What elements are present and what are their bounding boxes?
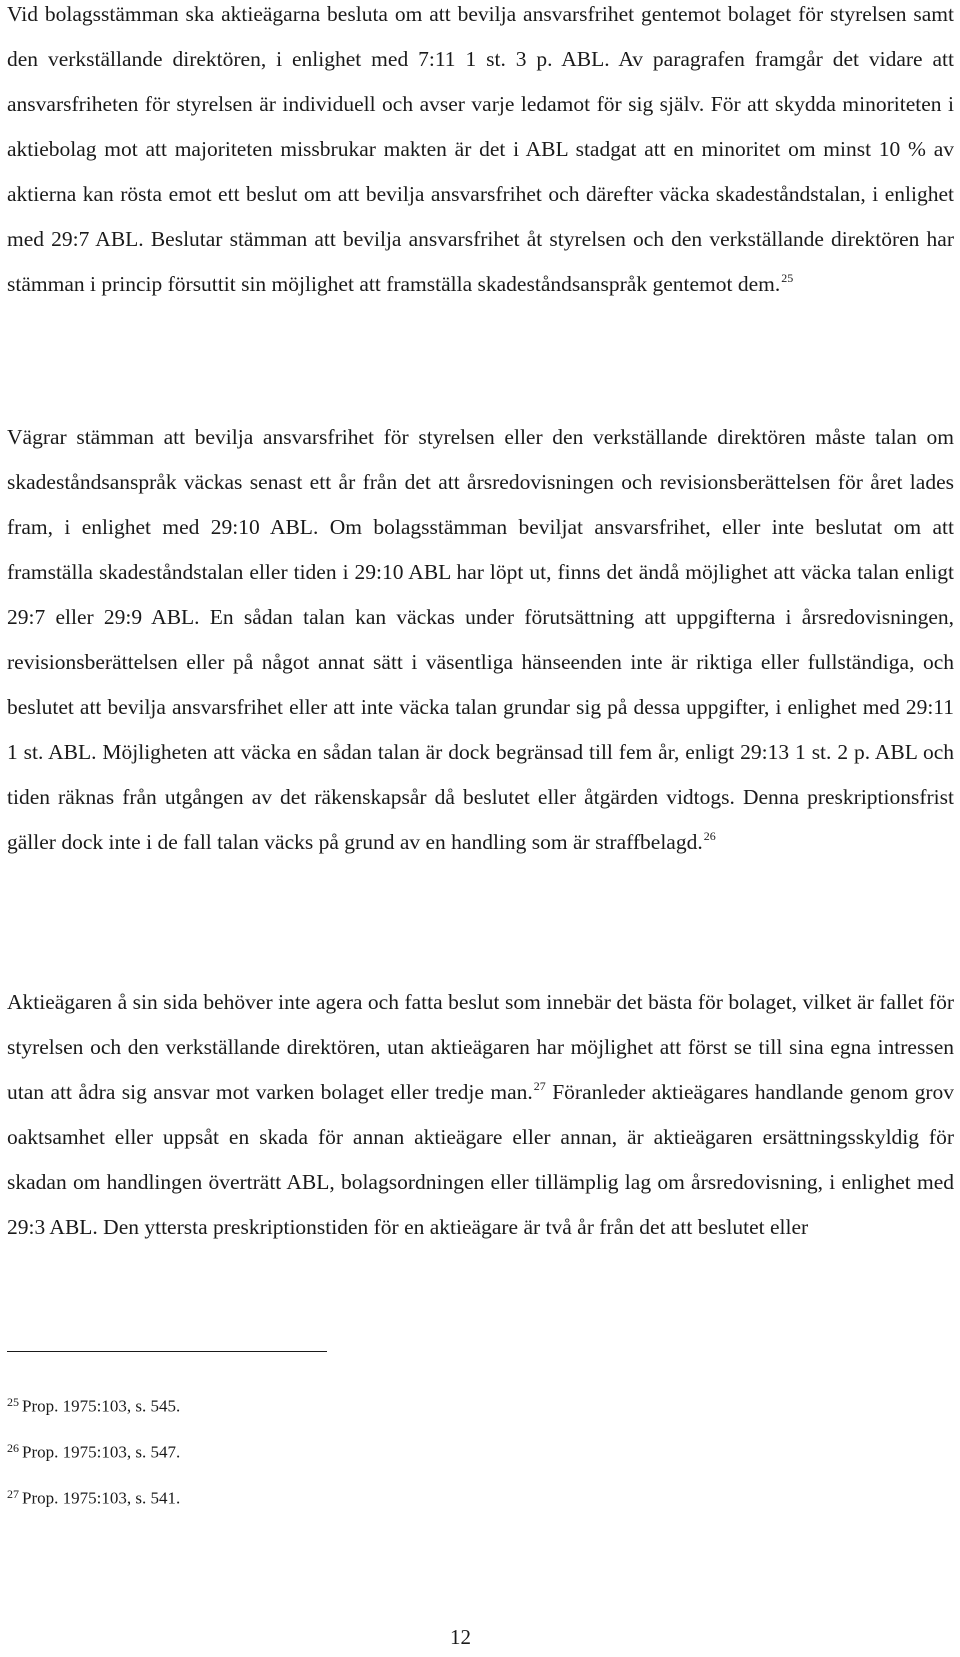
footnote-separator xyxy=(7,1351,327,1352)
body-paragraph xyxy=(7,415,954,865)
footnote-number: 26 xyxy=(7,1441,19,1455)
paragraph-text: Aktieägaren å sin sida behöver inte agera och fatta beslut som innebär det bästa för bolaget, vilket är fallet för styrelsen och den verkställande direktören, utan aktieägaren har möjlighet att först se till sina egna intressen utan att ådra sig ansvar mot varken bolaget eller tredje man. xyxy=(7,990,954,1104)
footnotes xyxy=(7,1392,607,1530)
paragraph-text: Vägrar stämman att bevilja ansvarsfrihet för styrelsen eller den verkställande direktören måste talan om skadeståndsanspråk väckas senast ett år från det att årsredovisningen och revisionsberättelsen för året lades fram, i enlighet med 29:10 ABL. Om bolagsstämman beviljat ansvarsfrihet, eller inte beslutat om att framställa skadeståndstalan eller tiden i 29:10 ABL har löpt ut, finns det ändå möjlighet att väcka talan enligt 29:7 eller 29:9 ABL. En sådan talan kan väckas under förutsättning att uppgifterna i årsredovisningen, revisionsberättelsen eller på något annat sätt i väsentliga hänseenden inte är riktiga eller fullständiga, och beslutet att bevilja ansvarsfrihet eller att inte väcka talan grundar sig på dessa uppgifter, i enlighet med 29:11 1 st. ABL. Möjligheten att väcka en sådan talan är dock begränsad till fem år, enligt 29:13 1 st. 2 p. ABL och tiden räknas från utgången av det räkenskapsår då beslutet eller åtgärden vidtogs. Denna preskriptionsfrist gäller dock inte i de fall talan väcks på grund av en handling som är straffbelagd. xyxy=(7,425,954,854)
footnote-text: Prop. 1975:103, s. 541. xyxy=(22,1488,181,1508)
footnote-number: 27 xyxy=(7,1487,19,1501)
footnote xyxy=(7,1484,607,1508)
footnote-text: Prop. 1975:103, s. 547. xyxy=(22,1442,181,1462)
footnote-reference[interactable]: 25 xyxy=(781,271,794,285)
footnote-reference[interactable]: 26 xyxy=(703,829,716,843)
body-paragraph xyxy=(7,0,954,307)
footnote-number: 25 xyxy=(7,1395,19,1409)
page-number: 12 xyxy=(450,1625,471,1649)
footnote-reference[interactable]: 27 xyxy=(533,1079,546,1093)
body-paragraph xyxy=(7,980,954,1250)
paragraph-text: Vid bolagsstämman ska aktieägarna besluta om att bevilja ansvarsfrihet gentemot bolaget för styrelsen samt den verkställande direktören, i enlighet med 7:11 1 st. 3 p. ABL. Av paragrafen framgår det vidare att ansvarsfriheten för styrelsen är individuell och avser varje ledamot för sig själv. För att skydda minoriteten i aktiebolag mot att majoriteten missbrukar makten är det i ABL stadgat att en minoritet om minst 10 % av aktierna kan rösta emot ett beslut om att bevilja ansvarsfrihet och därefter väcka skadeståndstalan, i enlighet med 29:7 ABL. Beslutar stämman att bevilja ansvarsfrihet åt styrelsen och den verkställande direktören har stämman i princip försuttit sin möjlighet att framställa skadeståndsanspråk gentemot dem. xyxy=(7,2,954,296)
paragraph-text: Föranleder aktieägares handlande genom grov oaktsamhet eller uppsåt en skada för annan aktieägare eller annan, är aktieägaren ersättningsskyldig för skadan om handlingen överträtt ABL, bolagsordningen eller tillämplig lag om årsredovisning, i enlighet med 29:3 ABL. Den yttersta preskriptionstiden för en aktieägare är två år från det att beslutet eller xyxy=(7,1080,955,1239)
footnote xyxy=(7,1438,607,1462)
footnote xyxy=(7,1392,607,1416)
footnote-text: Prop. 1975:103, s. 545. xyxy=(22,1396,181,1416)
